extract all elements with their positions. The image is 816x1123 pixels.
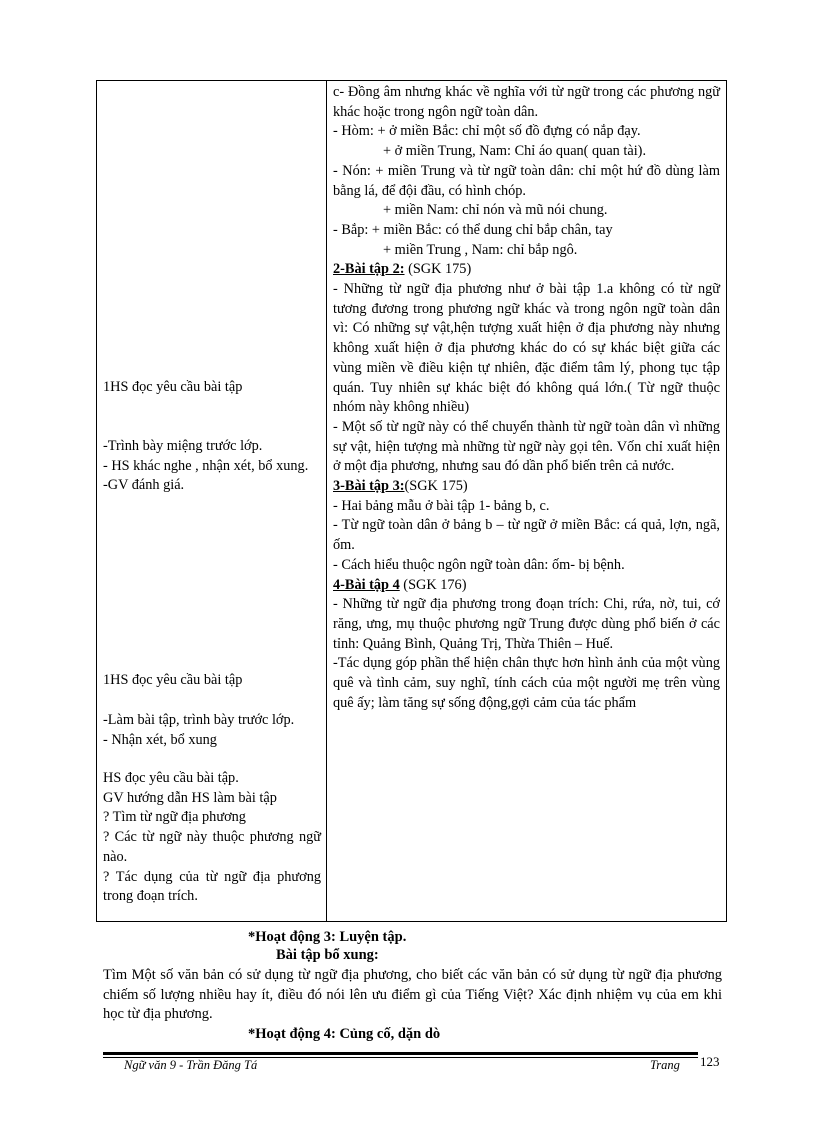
left-block-4: [103, 711, 321, 750]
left-line: -GV đánh giá.: [103, 477, 185, 494]
exercise-2-heading: [333, 260, 720, 280]
left-line: 1HS đọc yêu cầu bài tập: [103, 672, 243, 688]
exercise-3-title: 3-Bài tập 3:: [333, 478, 405, 495]
left-line: -Làm bài tập, trình bày trước lớp.: [103, 712, 295, 728]
left-block-2: [103, 437, 321, 496]
page-number: 123: [700, 1054, 720, 1069]
activity-4-heading: *Hoạt động 4: Củng cố, dặn dò: [248, 1026, 441, 1042]
left-line: - HS khác nghe , nhận xét, bổ xung.: [103, 457, 309, 474]
footer-book-title: Ngữ văn 9 - Trần Đăng Tá: [124, 1058, 258, 1072]
left-block-3: [103, 671, 321, 691]
extra-exercise-heading: Bài tập bổ xung:: [276, 947, 379, 963]
content-line: - Hòm: + ở miền Bắc: chỉ một số đồ đựng có nắp đạy.: [333, 123, 641, 140]
content-line: - Hai bảng mẫu ở bài tập 1- bảng b, c.: [333, 497, 550, 514]
content-line: -Tác dụng góp phần thể hiện chân thực hơn hình ảnh của một vùng quê và tình cảm, suy nghĩ, tính cách của một người mẹ trên vùng quê ấy; làm tăng sự sống động,gợi cảm của tác phẩm: [333, 655, 720, 711]
content-line: c- Đồng âm nhưng khác về nghĩa với từ ngữ trong các phương ngữ khác hoặc trong ngôn ngữ toàn dân.: [333, 84, 720, 120]
left-line: HS đọc yêu cầu bài tập.: [103, 770, 239, 786]
content-line: - Những từ ngữ địa phương trong đoạn trích: Chi, rứa, nờ, tui, cớ răng, ưng, mụ thuộc phương ngữ Trung được dùng phổ biến ở các tỉnh: Quảng Bình, Quảng Trị, Thừa Thiên – Huế.: [333, 596, 720, 652]
column-divider: [326, 81, 327, 921]
extra-exercise-paragraph: [103, 966, 722, 1025]
exercise-4-title: 4-Bài tập 4: [333, 576, 400, 593]
activity-3-heading: *Hoạt động 3: Luyện tập.: [248, 929, 407, 945]
lesson-content-column: [333, 83, 720, 714]
content-line: - Một số từ ngữ này có thể chuyển thành từ ngữ toàn dân vì những sự vật, hiện tượng mà những từ ngữ này gọi tên. Vốn chỉ xuất hiện ở một địa phương, nhưng sau đó dần phổ biến trên cả nước.: [333, 418, 720, 475]
exercise-3-ref: (SGK 175): [404, 478, 468, 495]
content-line: + ở miền Trung, Nam: Chỉ áo quan( quan tài).: [383, 143, 647, 160]
left-line: ? Tìm từ ngữ địa phương: [103, 809, 246, 826]
exercise-3-heading: [333, 477, 720, 497]
footer-rule-thick: [103, 1052, 698, 1055]
exercise-4-ref: (SGK 176): [399, 576, 467, 593]
content-line: - Bắp: + miền Bắc: có thể dung chỉ bắp chân, tay: [333, 221, 613, 238]
exercise-2-title: 2-Bài tập 2:: [333, 261, 405, 278]
content-line: - Từ ngữ toàn dân ở bảng b – từ ngữ ở miền Bắc: cá quả, lợn, ngã, ốm.: [333, 517, 720, 554]
exercise-4-heading: [333, 576, 720, 596]
left-line: GV hướng dẫn HS làm bài tập: [103, 789, 277, 806]
left-line: - Nhận xét, bổ xung: [103, 731, 217, 748]
teacher-student-activity-column: [103, 81, 321, 921]
content-line: + miền Trung , Nam: chỉ bắp ngô.: [383, 241, 578, 258]
content-line: - Cách hiểu thuộc ngôn ngữ toàn dân: ốm- bị bệnh.: [333, 556, 625, 573]
left-block-5: [103, 769, 321, 907]
left-block-1: [103, 378, 321, 398]
content-line: - Những từ ngữ địa phương như ở bài tập 1.a không có từ ngữ tương đương trong phương ngữ khác và trong ngôn ngữ toàn dân vì: Có những sự vật,hện tượng xuất hiện ở địa phương này nhưng không xuất hiện ở địa phương khác do có sự khác biệt giữa các vùng miền về điều kiện tự nhiên, đặc điểm tâm lý, phong tục tập quán. Tuy nhiên sự khác biệt đó không quá lớn.( Từ ngữ thuộc nhóm này không nhiều): [333, 281, 720, 416]
lesson-table: [96, 80, 727, 922]
exercise-2-ref: (SGK 175): [404, 261, 472, 278]
content-line: - Nón: + miền Trung và từ ngữ toàn dân: chỉ một hứ đồ dùng làm bằng lá, để đội đầu, có hình chóp.: [333, 162, 720, 199]
paragraph-text: Tìm Một số văn bản có sử dụng từ ngữ địa phương, cho biết các văn bản có sử dụng từ ngữ địa phương chiếm số lượng nhiều hay ít, điều đó nói lên ưu điểm gì của Tiếng Việt? Xác định nhiệm vụ của em khi học từ địa phương.: [103, 967, 722, 1022]
content-line: + miền Nam: chỉ nón và mũ nói chung.: [383, 202, 608, 219]
left-line: ? Các từ ngữ này thuộc phương ngữ nào.: [103, 829, 321, 865]
footer-page-label: Trang: [650, 1058, 680, 1072]
left-line: -Trình bày miệng trước lớp.: [103, 438, 263, 454]
left-line: ? Tác dụng của từ ngữ địa phương trong đoạn trích.: [103, 868, 321, 905]
left-line: 1HS đọc yêu cầu bài tập: [103, 379, 243, 395]
